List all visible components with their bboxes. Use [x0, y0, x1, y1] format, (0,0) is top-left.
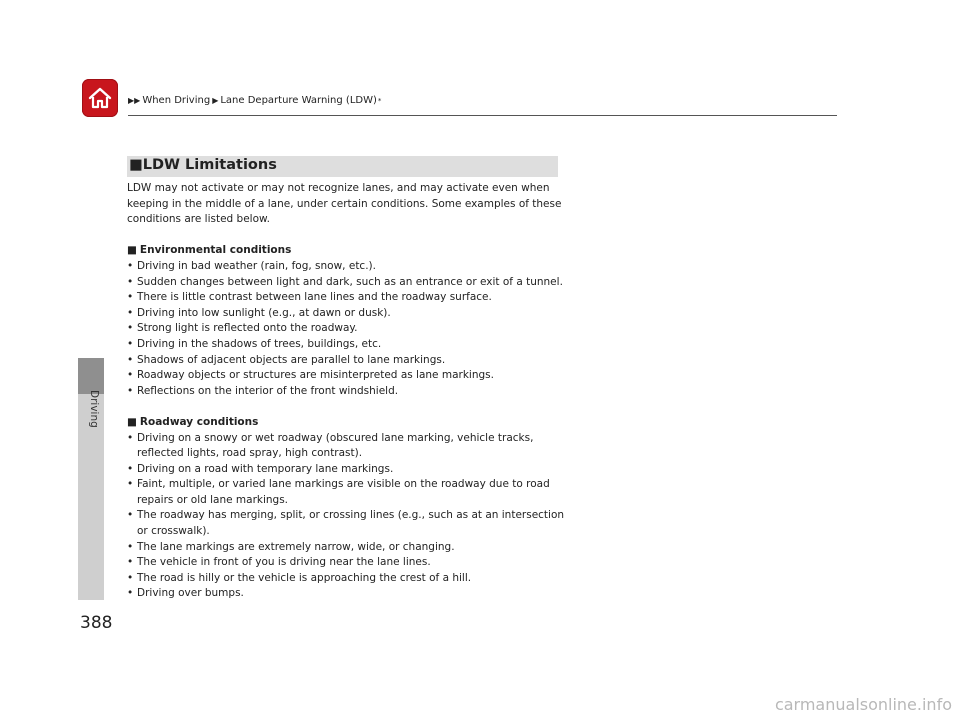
section-body: [127, 181, 567, 618]
chapter-tab-marker: [78, 358, 104, 394]
list-item: • The road is hilly or the vehicle is approaching the crest of a hill.: [127, 571, 567, 587]
chapter-label: Driving: [88, 390, 100, 428]
subheading-roadway: ■ Roadway conditions: [127, 415, 259, 428]
list-item: • Driving on a snowy or wet roadway (obscured lane marking, vehicle tracks, reflected lights, road spray, high contrast).: [127, 431, 567, 462]
page-number: 388: [80, 613, 113, 633]
subheading-environmental: ■ Environmental conditions: [127, 244, 292, 257]
watermark: carmanualsonline.info: [774, 695, 952, 714]
breadcrumb-item-when-driving[interactable]: When Driving: [142, 95, 211, 106]
section-marker: ■: [129, 157, 143, 173]
list-item: • Sudden changes between light and dark, such as an entrance or exit of a tunnel.: [127, 275, 567, 291]
list-item: • Shadows of adjacent objects are parallel to lane markings.: [127, 353, 567, 369]
list-item: • Strong light is reflected onto the roadway.: [127, 321, 567, 337]
breadcrumb-arrow-icon: ▶: [212, 96, 219, 105]
list-item: • Driving on a road with temporary lane markings.: [127, 462, 567, 478]
list-item: • Driving in the shadows of trees, buildings, etc.: [127, 337, 567, 353]
intro-paragraph: LDW may not activate or may not recognize lanes, and may activate even when keeping in the middle of a lane, under certain conditions. Some examples of these conditions are listed below.: [127, 182, 562, 226]
home-icon: [87, 85, 113, 111]
breadcrumb-arrow-icon: ▶▶: [128, 96, 141, 105]
list-item: • There is little contrast between lane lines and the roadway surface.: [127, 290, 567, 306]
list-item: • Driving over bumps.: [127, 586, 567, 602]
section-title-text: LDW Limitations: [142, 157, 277, 173]
header-divider: [128, 115, 837, 116]
environmental-list: [127, 259, 567, 399]
list-item: • The roadway has merging, split, or crossing lines (e.g., such as at an intersection or crosswalk).: [127, 508, 567, 539]
home-button[interactable]: [82, 79, 118, 117]
breadcrumb-item-ldw[interactable]: Lane Departure Warning (LDW): [220, 95, 377, 106]
list-item: • Roadway objects or structures are misinterpreted as lane markings.: [127, 368, 567, 384]
list-item: • Driving into low sunlight (e.g., at dawn or dusk).: [127, 306, 567, 322]
list-item: • The vehicle in front of you is driving near the lane lines.: [127, 555, 567, 571]
list-item: • Faint, multiple, or varied lane markings are visible on the roadway due to road repairs or old lane markings.: [127, 477, 567, 508]
list-item: • The lane markings are extremely narrow, wide, or changing.: [127, 540, 567, 556]
list-item: • Reflections on the interior of the front windshield.: [127, 384, 567, 400]
breadcrumb: [128, 95, 381, 106]
roadway-list: [127, 431, 567, 603]
section-title: [129, 157, 277, 173]
breadcrumb-asterisk: *: [377, 96, 382, 105]
list-item: • Driving in bad weather (rain, fog, snow, etc.).: [127, 259, 567, 275]
